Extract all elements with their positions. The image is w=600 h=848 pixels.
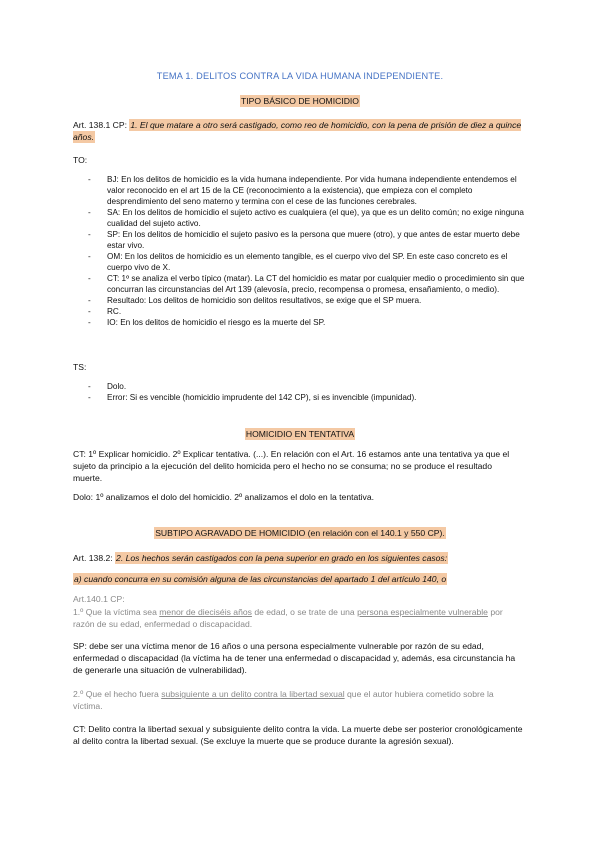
ts-label: TS:: [73, 362, 87, 372]
list-item: - OM: En los delitos de homicidio es un elemento tangible, es el cuerpo vivo del SP. En este caso concreto es el cuerpo vivo de X.: [87, 251, 527, 273]
art-138-2-a-paragraph: [73, 573, 523, 585]
tentativa-ct-paragraph: CT: 1º Explicar homicidio. 2º Explicar tentativa. (...). En relación con el Art. 16 estamos ante una tentativa ya que el sujeto da principio a la ejecución del delito homicida pero el hecho no se consuma; no se produce el resultado muerte.: [73, 449, 510, 483]
art-140-2-paragraph: [73, 688, 523, 712]
ct-final-paragraph: CT: Delito contra la libertad sexual y subsiguiente delito contra la vida. La muerte debe ser posterior cronológicamente al delito contra la libertad sexual. (Se excluye la muerte que se produce durante la agresión sexual).: [73, 724, 523, 746]
art-138-1-paragraph: [73, 119, 523, 143]
art-140-1-paragraph: [73, 606, 523, 630]
art-140-1-label: Art.140.1 CP:: [73, 594, 125, 604]
document-title: TEMA 1. DELITOS CONTRA LA VIDA HUMANA INDEPENDIENTE.: [156, 71, 444, 81]
sp-paragraph: SP: debe ser una víctima menor de 16 años o una persona especialmente vulnerable por razón de su edad, enfermedad o discapacidad (la víctima ha de tener una enfermedad o discapacidad y, además, esa circunstancia ha de generarle una situación de vulnerabilidad).: [73, 641, 516, 675]
list-item: - Dolo.: [87, 381, 527, 392]
list-item: - Resultado: Los delitos de homicidio son delitos resultativos, se exige que el SP muera.: [87, 295, 527, 306]
art-138-2-a-text: a) cuando concurra en su comisión alguna de las circunstancias del apartado 1 del artículo 140, o: [74, 574, 447, 584]
heading-tentativa-text: HOMICIDIO EN TENTATIVA: [245, 429, 355, 439]
tentativa-dolo-paragraph: Dolo: 1º analizamos el dolo del homicidio. 2º analizamos el dolo en la tentativa.: [73, 492, 375, 502]
art-140-1-text-c: por razón de su edad, enfermedad o discapacidad.: [73, 607, 503, 629]
ts-list: [87, 381, 527, 403]
art-140-2-text-a: 2.º Que el hecho fuera: [73, 689, 162, 699]
art-140-1-text-a: 1.º Que la víctima sea: [73, 607, 160, 617]
art-140-1-text-b: de edad, o se trate de una: [251, 607, 358, 617]
list-item: - SP: En los delitos de homicidio el sujeto pasivo es la persona que muere (otro), y que antes de estar muerto debe estar vivo.: [87, 229, 527, 251]
art-138-1-prefix: Art. 138.1 CP:: [73, 120, 130, 130]
heading-subtipo-agravado: [0, 528, 600, 538]
to-list: [87, 174, 527, 328]
list-item: - CT: 1º se analiza el verbo típico (matar). La CT del homicidio es matar por cualquier medio o procedimiento sin que concurran las circunstancias del Art 139 (alevosía, precio, recompensa o promesa, ensañamiento, o medio).: [87, 273, 527, 295]
art-140-1-underlined-vulnerable: persona especialmente vulnerable: [357, 607, 488, 617]
heading-tipo-basico-text: TIPO BÁSICO DE HOMICIDIO: [241, 96, 359, 106]
list-item: - SA: En los delitos de homicidio el sujeto activo es cualquiera (el que), ya que es un delito común; no exige ninguna cualidad del sujeto activo.: [87, 207, 527, 229]
list-item: - Error: Si es vencible (homicidio imprudente del 142 CP), si es invencible (impunidad).: [87, 392, 527, 403]
art-140-2-text-b: que el autor hubiera cometido sobre la víctima.: [73, 689, 494, 711]
heading-subtipo-agravado-text: SUBTIPO AGRAVADO DE HOMICIDIO (en relación con el 140.1 y 550 CP).: [155, 528, 445, 538]
art-138-1-text: 1. El que matare a otro será castigado, como reo de homicidio, con la pena de prisión de diez a quince años.: [73, 120, 522, 142]
heading-tipo-basico: [0, 96, 600, 106]
art-138-2-text: 2. Los hechos serán castigados con la pena superior en grado en los siguientes casos:: [116, 553, 448, 563]
list-item: - RC.: [87, 306, 527, 317]
art-138-2-paragraph: [73, 552, 523, 564]
list-item: - IO: En los delitos de homicidio el riesgo es la muerte del SP.: [87, 317, 527, 328]
to-label: TO:: [73, 155, 88, 165]
art-138-2-prefix: Art. 138.2:: [73, 553, 116, 563]
list-item: - BJ: En los delitos de homicidio es la vida humana independiente. Por vida humana independiente entendemos el valor reconocido en el art 15 de la CE (reconocimiento a la existencia), que empieza con el completo desprendimiento del seno materno y termina con el cese de las funciones cerebrales.: [87, 174, 527, 207]
heading-tentativa: [0, 429, 600, 439]
art-140-1-underlined-age: menor de dieciséis años: [159, 607, 252, 617]
art-140-2-underlined: subsiguiente a un delito contra la libertad sexual: [161, 689, 345, 699]
